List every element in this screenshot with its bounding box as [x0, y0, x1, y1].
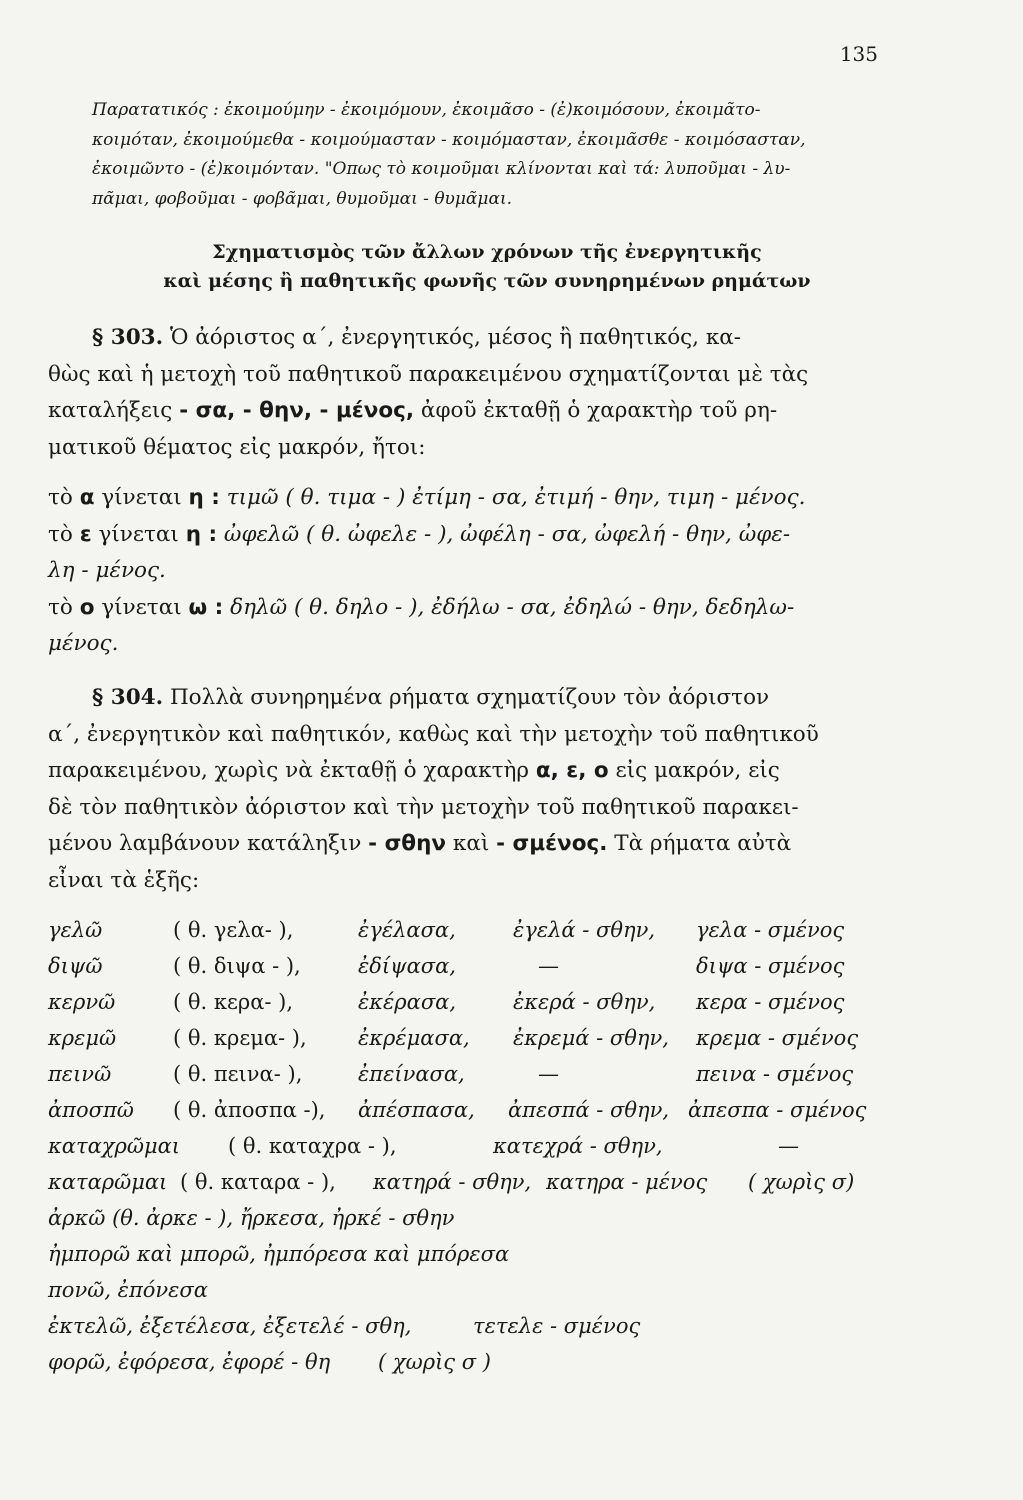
endings-bold: - σα, - θην, - μένος,	[179, 398, 415, 423]
rule-vowel: α	[79, 485, 95, 510]
s304-line	[48, 826, 882, 863]
section-heading-line-2: καὶ μέσης ἢ παθητικῆς φωνῆς τῶν συνηρημένων ρημάτων	[163, 270, 811, 292]
s303-line	[48, 393, 882, 430]
intro-paragraph	[92, 96, 882, 214]
verb-stem: ( θ. πεινα- ),	[173, 1062, 303, 1086]
verb-line-emporo: ἠμπορῶ καὶ μπορῶ, ἠμπόρεσα καὶ μπόρεσα	[48, 1242, 510, 1266]
verb-forms: φορῶ, ἐφόρεσα, ἐφορέ - θη	[48, 1350, 331, 1374]
rule-prefix: τὸ	[48, 521, 73, 547]
verb-stem: ( θ. καταρα - ),	[180, 1170, 336, 1194]
participle: ἀπεσπα - σμένος	[688, 1098, 867, 1122]
rule-vowel: ε	[79, 521, 92, 547]
note: ( χωρὶς σ)	[748, 1170, 855, 1194]
passive-aorist: κατηρά - σθην,	[373, 1170, 532, 1194]
ending-bold: - σθην	[368, 831, 447, 856]
rule-result: η :	[188, 485, 220, 510]
rule-prefix: τὸ	[48, 594, 73, 620]
rule-line	[48, 517, 882, 554]
aorist: ἐγέλασα,	[358, 918, 456, 942]
rule-verb: γίνεται	[98, 521, 179, 547]
verb-line-arko: ἀρκῶ (θ. ἀρκε - ), ἤρκεσα, ἠρκέ - σθην	[48, 1206, 455, 1230]
section-304	[48, 680, 882, 899]
verb-stem: ( θ. καταχρα - ),	[228, 1134, 397, 1158]
verb-row	[48, 1098, 888, 1134]
rule-vowel: ο	[79, 594, 95, 620]
passive-aorist: ἐκερά - σθην,	[513, 990, 656, 1014]
rule-verb: γίνεται	[101, 485, 182, 510]
s303-text: Ὁ ἀόριστος α΄, ἐνεργητικός, μέσος ἢ παθητικός, κα-	[169, 325, 742, 350]
s303-line: θὼς καὶ ἡ μετοχὴ τοῦ παθητικοῦ παρακειμένου σχηματίζονται μὲ τὰς	[48, 361, 809, 387]
rule-result: η :	[185, 521, 218, 547]
aorist: ἐκρέμασα,	[358, 1026, 470, 1050]
verb-line-pono: πονῶ, ἐπόνεσα	[48, 1278, 208, 1302]
rule-verb: γίνεται	[101, 594, 182, 620]
s304-text: παρακειμένου, χωρὶς νὰ ἐκταθῇ ὁ χαρακτὴρ	[48, 758, 529, 783]
s304-text: εἰς μακρόν, εἰς	[615, 758, 780, 783]
ending-bold: - σμένος.	[496, 831, 608, 856]
verb-stem: ( θ. κερα- ),	[173, 990, 294, 1014]
rule-prefix: τὸ	[48, 485, 73, 510]
aorist: ἐδίψασα,	[358, 954, 456, 978]
vowels-bold: α, ε, ο	[535, 758, 609, 783]
section-heading-line-1: Σχηματισμὸς τῶν ἄλλων χρόνων τῆς ἐνεργητικῆς	[212, 241, 762, 263]
rule-line	[48, 480, 882, 517]
rule-example: τιμῶ ( θ. τιμα - ) ἐτίμη - σα, ἐτιμή - θην, τιμη - μένος.	[226, 485, 806, 510]
rule-result: ω :	[188, 594, 224, 620]
passive-aorist: ἐγελά - σθην,	[513, 918, 656, 942]
s304-line	[48, 680, 882, 717]
s303-line: ματικοῦ θέματος εἰς μακρόν, ἤτοι:	[48, 434, 426, 460]
verb: κρεμῶ	[48, 1026, 117, 1050]
participle: γελα - σμένος	[696, 918, 845, 942]
s303-text: ἀφοῦ ἐκταθῇ ὁ χαρακτὴρ τοῦ ρη-	[420, 398, 778, 423]
s303-line	[48, 320, 882, 357]
s304-line: δὲ τὸν παθητικὸν ἀόριστον καὶ τὴν μετοχὴν τοῦ παθητικοῦ παρακει-	[48, 794, 799, 820]
section-number-303: § 303.	[92, 325, 164, 350]
intro-line: κοιμόταν, ἐκοιμούμεθα - κοιμούμασταν - κοιμόμασταν, ἐκοιμᾶσθε - κοιμόσασταν,	[92, 129, 806, 150]
intro-line: ἐκοιμῶντο - (ἐ)κοιμόνταν. "Οπως τὸ κοιμοῦμαι κλίνονται καὶ τά: λυποῦμαι - λυ-	[92, 159, 791, 179]
participle: τετελε - σμένος	[473, 1314, 641, 1338]
verb-row-kataromai	[48, 1170, 888, 1206]
verb-row	[48, 1026, 888, 1062]
verb-stem: ( θ. γελα- ),	[173, 918, 294, 942]
verb-line-ektelo	[48, 1314, 888, 1350]
rule-example: δηλῶ ( θ. δηλο - ), ἐδήλω - σα, ἐδηλώ - θην, δεδηλω-	[230, 594, 795, 620]
verb-row	[48, 918, 888, 954]
rule-line: λη - μένος.	[48, 558, 166, 583]
verb: ἀποσπῶ	[48, 1098, 134, 1122]
participle: κατηρα - μένος	[546, 1170, 708, 1194]
verb: καταρῶμαι	[48, 1170, 168, 1194]
s304-line: εἶναι τὰ ἑξῆς:	[48, 867, 200, 893]
intro-line: πᾶμαι, φοβοῦμαι - φοβᾶμαι, θυμοῦμαι - θυμᾶμαι.	[92, 188, 513, 209]
page-number: 135	[839, 42, 878, 66]
vowel-rules	[48, 480, 882, 663]
verb-row	[48, 990, 888, 1026]
verb-line-foro	[48, 1350, 888, 1386]
section-number-304: § 304.	[92, 685, 164, 710]
rule-example: ὠφελῶ ( θ. ὠφελε - ), ὠφέλη - σα, ὠφελή - θην, ὠφε-	[223, 521, 791, 547]
passive-aorist: ἐκρεμά - σθην,	[513, 1026, 669, 1050]
verb-stem: ( θ. διψα - ),	[173, 954, 301, 978]
verb: γελῶ	[48, 918, 103, 942]
passive-aorist: —	[538, 954, 559, 978]
s304-text: καὶ	[452, 831, 490, 856]
passive-aorist: κατεχρά - σθην,	[493, 1134, 663, 1158]
aorist: ἐπείνασα,	[358, 1062, 465, 1086]
note: ( χωρὶς σ )	[378, 1350, 491, 1374]
verb-stem: ( θ. ἀποσπα -),	[173, 1098, 326, 1122]
s303-text: καταλήξεις	[48, 398, 173, 423]
intro-line: Παρατατικός : ἐκοιμούμην - ἐκοιμόμουν, ἐκοιμᾶσο - (ἐ)κοιμόσουν, ἐκοιμᾶτο-	[92, 100, 761, 120]
aorist: ἐκέρασα,	[358, 990, 457, 1014]
participle: —	[778, 1134, 799, 1158]
participle: πεινα - σμένος	[696, 1062, 854, 1086]
rule-line	[48, 590, 882, 627]
verb-row	[48, 1062, 888, 1098]
s304-line	[48, 753, 882, 790]
aorist: ἀπέσπασα,	[358, 1098, 475, 1122]
s304-text: μένου λαμβάνουν κατάληξιν	[48, 831, 362, 856]
s304-text: Τὰ ρήματα αὐτὰ	[614, 831, 792, 856]
participle: διψα - σμένος	[696, 954, 845, 978]
verb-row-katachromai	[48, 1134, 888, 1170]
verb-stem: ( θ. κρεμα- ),	[173, 1026, 307, 1050]
verb: πεινῶ	[48, 1062, 112, 1086]
s304-text: Πολλὰ συνηρημένα ρήματα σχηματίζουν τὸν ἀόριστον	[169, 685, 770, 710]
verb: διψῶ	[48, 954, 103, 978]
verb: κερνῶ	[48, 990, 116, 1014]
verb-row	[48, 954, 888, 990]
passive-aorist: —	[538, 1062, 559, 1086]
passive-aorist: ἀπεσπά - σθην,	[508, 1098, 670, 1122]
section-303	[48, 320, 882, 466]
verb-forms: ἐκτελῶ, ἐξετέλεσα, ἐξετελέ - σθη,	[48, 1314, 412, 1338]
rule-line: μένος.	[48, 631, 119, 656]
s304-line: α΄, ἐνεργητικὸν καὶ παθητικόν, καθὼς καὶ τὴν μετοχὴν τοῦ παθητικοῦ	[48, 721, 819, 747]
verb: καταχρῶμαι	[48, 1134, 181, 1158]
participle: κρεμα - σμένος	[696, 1026, 859, 1050]
participle: κερα - σμένος	[696, 990, 845, 1014]
